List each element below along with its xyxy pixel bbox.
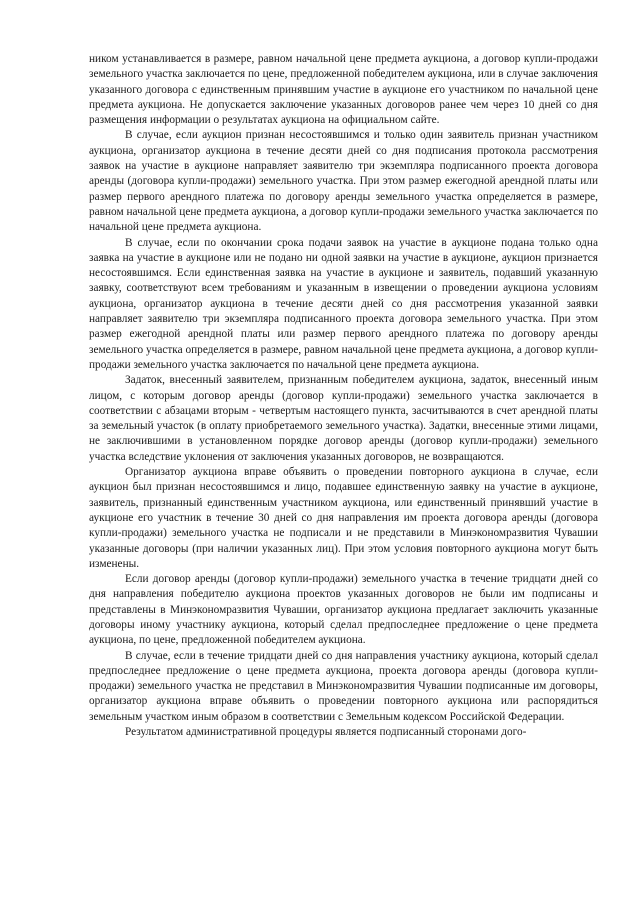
paragraph: ником устанавливается в размере, равном начальной цене предмета аукциона, а договор купли-продажи земельного участка заключается по цене, предложенной победителем аукциона, или в случае заключения указанного договора с единственным принявшим участие в аукционе его участником по начальной цене предмета аукциона. Не допускается заключение указанных договоров ранее чем через 10 дней со дня размещения информации о результатах аукциона на официальном сайте.: [89, 53, 598, 127]
paragraph: Результатом административной процедуры является подписанный сторонами дого-: [125, 726, 527, 739]
document-page: [89, 52, 598, 740]
paragraph: В случае, если аукцион признан несостоявшимся и только один заявитель признан участником аукциона, организатор аукциона в течение десяти дней со дня подписания протокола рассмотрения заявок на участие в аукционе направляет заявителю три экземпляра подписанного проекта договора аренды (договора купли-продажи) земельного участка. При этом размер ежегодной арендной платы или размер первого арендного платежа по договору аренды земельного участка определяется в размере, равном начальной цене предмета аукциона, а договор купли-продажи земельного участка заключается по начальной цене предмета аукциона.: [89, 129, 598, 234]
paragraph: Организатор аукциона вправе объявить о проведении повторного аукциона в случае, если аукцион был признан несостоявшимся и лицо, подавшее единственную заявку на участие в аукционе, заявитель, признанный единственным участником аукциона, или единственный принявший участие в аукционе его участник в течение 30 дней со дня направления им проекта договора аренды (договора купли-продажи) земельного участка не подписали и не представили в Минэкономразвития Чувашии указанные договоры (при наличии указанных лиц). При этом условия повторного аукциона могут быть изменены.: [89, 466, 598, 570]
paragraph: В случае, если в течение тридцати дней со дня направления участнику аукциона, который сделал предпоследнее предложение о цене предмета аукциона, проекта договора аренды (договора купли-продажи) земельного участка не представил в Минэкономразвития Чувашии подписанные им договоры, организатор аукциона вправе объявить о проведении повторного аукциона или распорядиться земельным участком иным образом в соответствии с Земельным кодексом Российской Федерации.: [89, 649, 598, 723]
paragraph: Если договор аренды (договор купли-продажи) земельного участка в течение тридцати дней со дня направления победителю аукциона проектов указанных договоров не были им подписаны и представлены в Минэкономразвития Чувашии, организатор аукциона предлагает заключить указанные договоры иному участнику аукциона, который сделал предпоследнее предложение о цене предмета аукциона, по цене, предложенной победителем аукциона.: [89, 573, 598, 647]
paragraph: Задаток, внесенный заявителем, признанным победителем аукциона, задаток, внесенный иным лицом, с которым договор аренды (договор купли-продажи) земельного участка заключается в соответствии с абзацами вторым - четвертым настоящего пункта, засчитываются в счет арендной платы за земельный участок (в оплату приобретаемого земельного участка). Задатки, внесенные этими лицами, не заключившими в установленном порядке договор аренды (договор купли-продажи) земельного участка вследствие уклонения от заключения указанных договоров, не возвращаются.: [89, 374, 598, 463]
paragraph: В случае, если по окончании срока подачи заявок на участие в аукционе подана только одна заявка на участие в аукционе или не подано ни одной заявки на участие в аукционе, аукцион признается несостоявшимся. Если единственная заявка на участие в аукционе и заявитель, подавший указанную заявку, соответствуют всем требованиям и указанным в извещении о проведении аукциона условиям аукциона, организатор аукциона в течение десяти дней со дня рассмотрения указанной заявки направляет заявителю три экземпляра подписанного проекта договора земельного участка. При этом размер ежегодной арендной платы или размер первого арендного платежа по договору аренды земельного участка определяется в размере, равном начальной цене предмета аукциона, а договор купли-продажи земельного участка заключается по начальной цене предмета аукциона.: [89, 236, 598, 371]
